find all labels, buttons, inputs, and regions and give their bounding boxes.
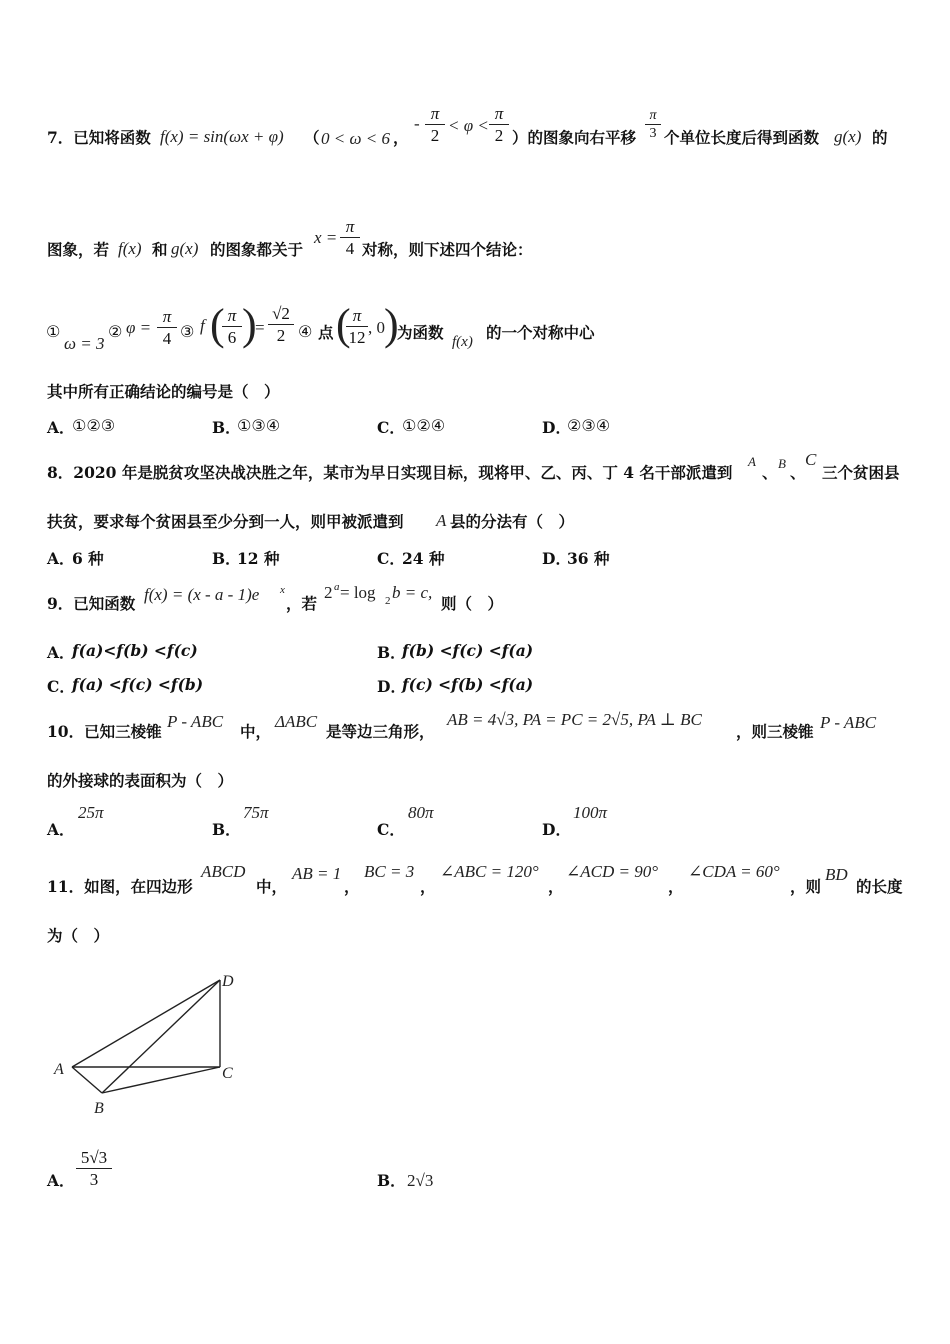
q7-mark-3: ③ — [180, 322, 195, 341]
q7-frac-sqrt2-2 — [268, 304, 294, 345]
q11-angle-acd: ∠ACD = 90° — [566, 862, 659, 881]
q8-line2: 扶贫，要求每个贫困县至少分到一人，则甲被派遣到 — [47, 512, 404, 531]
q11-zhong: 中， — [256, 877, 288, 896]
pi: π — [352, 306, 362, 325]
q7-intro: 7．已知将函数 — [47, 128, 151, 147]
twelve: 12 — [348, 328, 366, 347]
q11-ab: AB = 1 — [292, 864, 342, 883]
q9-sup-x: x — [280, 584, 285, 596]
q9-line1: 9．已知函数 — [47, 594, 136, 613]
q11-opt-a-frac — [76, 1148, 112, 1189]
q8-opt-c-text: 24 种 — [402, 549, 445, 568]
q10-triangle: ΔABC — [275, 712, 318, 731]
q7-mark-4: ④ — [298, 322, 313, 341]
q7-frac-pi-3 — [645, 108, 661, 141]
q10-opt-b-text: 75π — [243, 803, 269, 822]
q7-frac-pi-2 — [489, 104, 509, 145]
two: 2 — [430, 126, 440, 145]
q11-opt-a-den: 3 — [89, 1170, 99, 1189]
q7-neg-sign: - — [414, 114, 420, 133]
q10-pabc: P - ABC — [167, 712, 224, 731]
q7-opt-d-letter: D． — [542, 418, 571, 437]
vertex-d-label: D — [222, 973, 234, 990]
q9-opt-a-letter: A． — [47, 643, 75, 662]
q7-comma-zero: , 0 — [368, 318, 385, 337]
q10-opt-c-letter: C． — [377, 820, 405, 839]
q9-opt-c-text: f(a) <f(c) <f(b) — [72, 675, 204, 694]
q8-county-a-inline: A — [436, 511, 447, 530]
q8-line2-tail: 县的分法有（ ） — [450, 512, 575, 531]
q11-sep-4: ， — [668, 877, 684, 896]
q7-f-letter: f — [200, 316, 205, 335]
q11-opt-b-text: 2√3 — [407, 1171, 434, 1190]
edge-bd — [102, 980, 220, 1093]
vertex-c-label: C — [222, 1065, 233, 1082]
q10-shi: 是等边三角形， — [326, 722, 435, 741]
q8-county-b: B — [778, 456, 786, 471]
q7-rparen-pt: ) — [384, 300, 399, 349]
q11-bc: BC = 3 — [364, 862, 415, 881]
q7-line2-c: 对称，则下述四个结论： — [362, 240, 533, 259]
pi: π — [649, 108, 657, 123]
q9-cond-end: b = c, — [392, 583, 433, 602]
q11-line2: 为（ ） — [47, 926, 110, 945]
q10-zhong: 中， — [240, 722, 272, 741]
q11-opt-a-num: 5√3 — [80, 1148, 108, 1167]
q7-stem: 其中所有正确结论的编号是（ ） — [47, 382, 280, 401]
edge-bc — [102, 1067, 220, 1093]
pi: π — [162, 307, 172, 326]
four: 4 — [345, 239, 355, 258]
q11-angle-abc: ∠ABC = 120° — [440, 862, 539, 881]
edge-ad — [72, 980, 220, 1067]
q8-county-a: A — [748, 454, 756, 469]
pi: π — [430, 104, 440, 123]
q7-function: f(x) = sin(ωx + φ) — [160, 127, 284, 146]
q8-county-c: C — [805, 450, 817, 469]
q7-opt-a-text: ①②③ — [72, 416, 116, 435]
q7-shift-text: ）的图象向右平移 — [512, 128, 637, 147]
q8-opt-b-text: 12 种 — [237, 549, 280, 568]
q9-ruo: ，若 — [286, 594, 318, 613]
four: 4 — [162, 329, 172, 348]
q7-gx-small: g(x) — [171, 239, 199, 258]
q11-tail: 的长度 — [856, 877, 903, 896]
q7-mark-2: ② — [108, 322, 123, 341]
q11-sep-1: ， — [344, 877, 360, 896]
q9-function: f(x) = (x - a - 1)e — [144, 585, 260, 604]
q11-ze: ，则 — [790, 877, 822, 896]
q11-sep-2: ， — [420, 877, 436, 896]
q7-frac-pi-4 — [340, 217, 360, 258]
q8-opt-d-text: 36 种 — [567, 549, 610, 568]
q9-opt-c-letter: C． — [47, 677, 75, 696]
q7-frac-pi-12 — [346, 306, 368, 347]
q10-pabc-2: P - ABC — [820, 713, 877, 732]
q9-cond-2: 2 — [324, 583, 333, 602]
q7-point-label: 点 — [318, 323, 334, 342]
q10-line1: 10．已知三棱锥 — [47, 722, 162, 741]
q7-lparen-pt: ( — [336, 300, 351, 349]
q7-opt-c-text: ①②④ — [402, 416, 446, 435]
pi: π — [494, 104, 504, 123]
q7-line2-b: 的图象都关于 — [210, 240, 304, 259]
q11-line1: 11．如图，在四边形 — [47, 877, 193, 896]
q7-omega-range: 0 < ω < 6 — [321, 129, 390, 148]
q7-de: 的 — [872, 128, 888, 147]
six: 6 — [227, 328, 237, 347]
q11-abcd: ABCD — [201, 862, 246, 881]
q7-line2-a: 图象，若 — [47, 240, 110, 259]
q9-cond-log: = log — [340, 583, 376, 602]
q7-opt-b-text: ①③④ — [237, 416, 281, 435]
q8-opt-d-letter: D． — [542, 549, 571, 568]
q7-unit-text: 个单位长度后得到函数 — [664, 128, 820, 147]
q10-opt-d-text: 100π — [573, 803, 608, 822]
q11-angle-cda: ∠CDA = 60° — [688, 862, 780, 881]
q11-sep-3: ， — [548, 877, 564, 896]
q9-then: 则（ ） — [441, 594, 504, 613]
q7-opt-c-letter: C． — [377, 418, 405, 437]
q11-opt-a-letter: A． — [47, 1171, 75, 1190]
q7-frac-pi-4b — [157, 307, 177, 348]
q7-rparen-big: ) — [242, 300, 257, 349]
q10-opt-a-letter: A． — [47, 820, 75, 839]
q7-comma: ， — [393, 128, 409, 147]
q9-opt-b-letter: B． — [377, 643, 406, 662]
q7-x-eq: x = — [314, 228, 338, 247]
q9-opt-d-text: f(c) <f(b) <f(a) — [402, 675, 534, 694]
q8-opt-a-letter: A． — [47, 549, 75, 568]
q7-phi-eq: φ = — [126, 318, 152, 337]
q9-opt-b-text: f(b) <f(c) <f(a) — [402, 641, 534, 660]
two: 2 — [494, 126, 504, 145]
q11-bd: BD — [825, 865, 848, 884]
q8-opt-c-letter: C． — [377, 549, 405, 568]
q10-opt-b-letter: B． — [212, 820, 241, 839]
q10-then: ，则三棱锥 — [736, 722, 814, 741]
q10-opt-a-text: 25π — [78, 803, 104, 822]
q8-line1: 8．2020 年是脱贫攻坚决战决胜之年，某市为早日实现目标，现将甲、乙、丙、丁 4 名干部派遣到 — [47, 463, 733, 482]
quadrilateral-figure — [40, 965, 260, 1125]
q9-cond-sub: 2 — [385, 595, 391, 607]
vertex-a-label: A — [54, 1061, 64, 1078]
q7-fx-small: f(x) — [118, 239, 142, 258]
vertex-b-label: B — [94, 1100, 104, 1117]
q7-fx-tiny: f(x) — [452, 334, 473, 350]
q10-opt-c-text: 80π — [408, 803, 434, 822]
q7-gx: g(x) — [834, 127, 862, 146]
q7-and: 和 — [152, 240, 168, 259]
q7-opt-b-letter: B． — [212, 418, 241, 437]
q11-opt-b-letter: B． — [377, 1171, 406, 1190]
three: 3 — [649, 126, 657, 141]
q8-line1-tail: 三个贫困县 — [822, 463, 900, 482]
q10-conditions: AB = 4√3, PA = PC = 2√5, PA ⊥ BC — [447, 710, 702, 729]
two: 2 — [276, 326, 286, 345]
pi: π — [227, 306, 237, 325]
q7-line3-c: 的一个对称中心 — [486, 323, 595, 342]
q9-opt-d-letter: D． — [377, 677, 406, 696]
q8-opt-a-text: 6 种 — [72, 549, 104, 568]
q8-sep-1: 、 — [762, 463, 778, 482]
q8-opt-b-letter: B． — [212, 549, 241, 568]
q7-lparen-big: ( — [210, 300, 225, 349]
q7-line3-b: 为函数 — [397, 323, 444, 342]
edge-ab — [72, 1067, 102, 1093]
q10-opt-d-letter: D． — [542, 820, 571, 839]
sqrt2: √2 — [272, 304, 290, 323]
q7-opt-d-text: ②③④ — [567, 416, 611, 435]
q9-cond-a: a — [334, 581, 340, 593]
q7-equals: = — [255, 318, 265, 337]
q8-sep-2: 、 — [790, 463, 806, 482]
q7-opt-a-letter: A． — [47, 418, 75, 437]
q7-frac-neg-pi-2 — [425, 104, 445, 145]
pi: π — [345, 217, 355, 236]
q7-lparen: （ — [304, 128, 320, 147]
q9-opt-a-text: f(a)<f(b) <f(c) — [72, 641, 198, 660]
q7-mark-1: ① — [46, 322, 61, 341]
q7-frac-pi-6 — [222, 306, 242, 347]
q7-omega-3: ω = 3 — [64, 334, 105, 353]
q7-phi-ineq: < φ < — [448, 116, 489, 135]
q10-line2: 的外接球的表面积为（ ） — [47, 771, 234, 790]
